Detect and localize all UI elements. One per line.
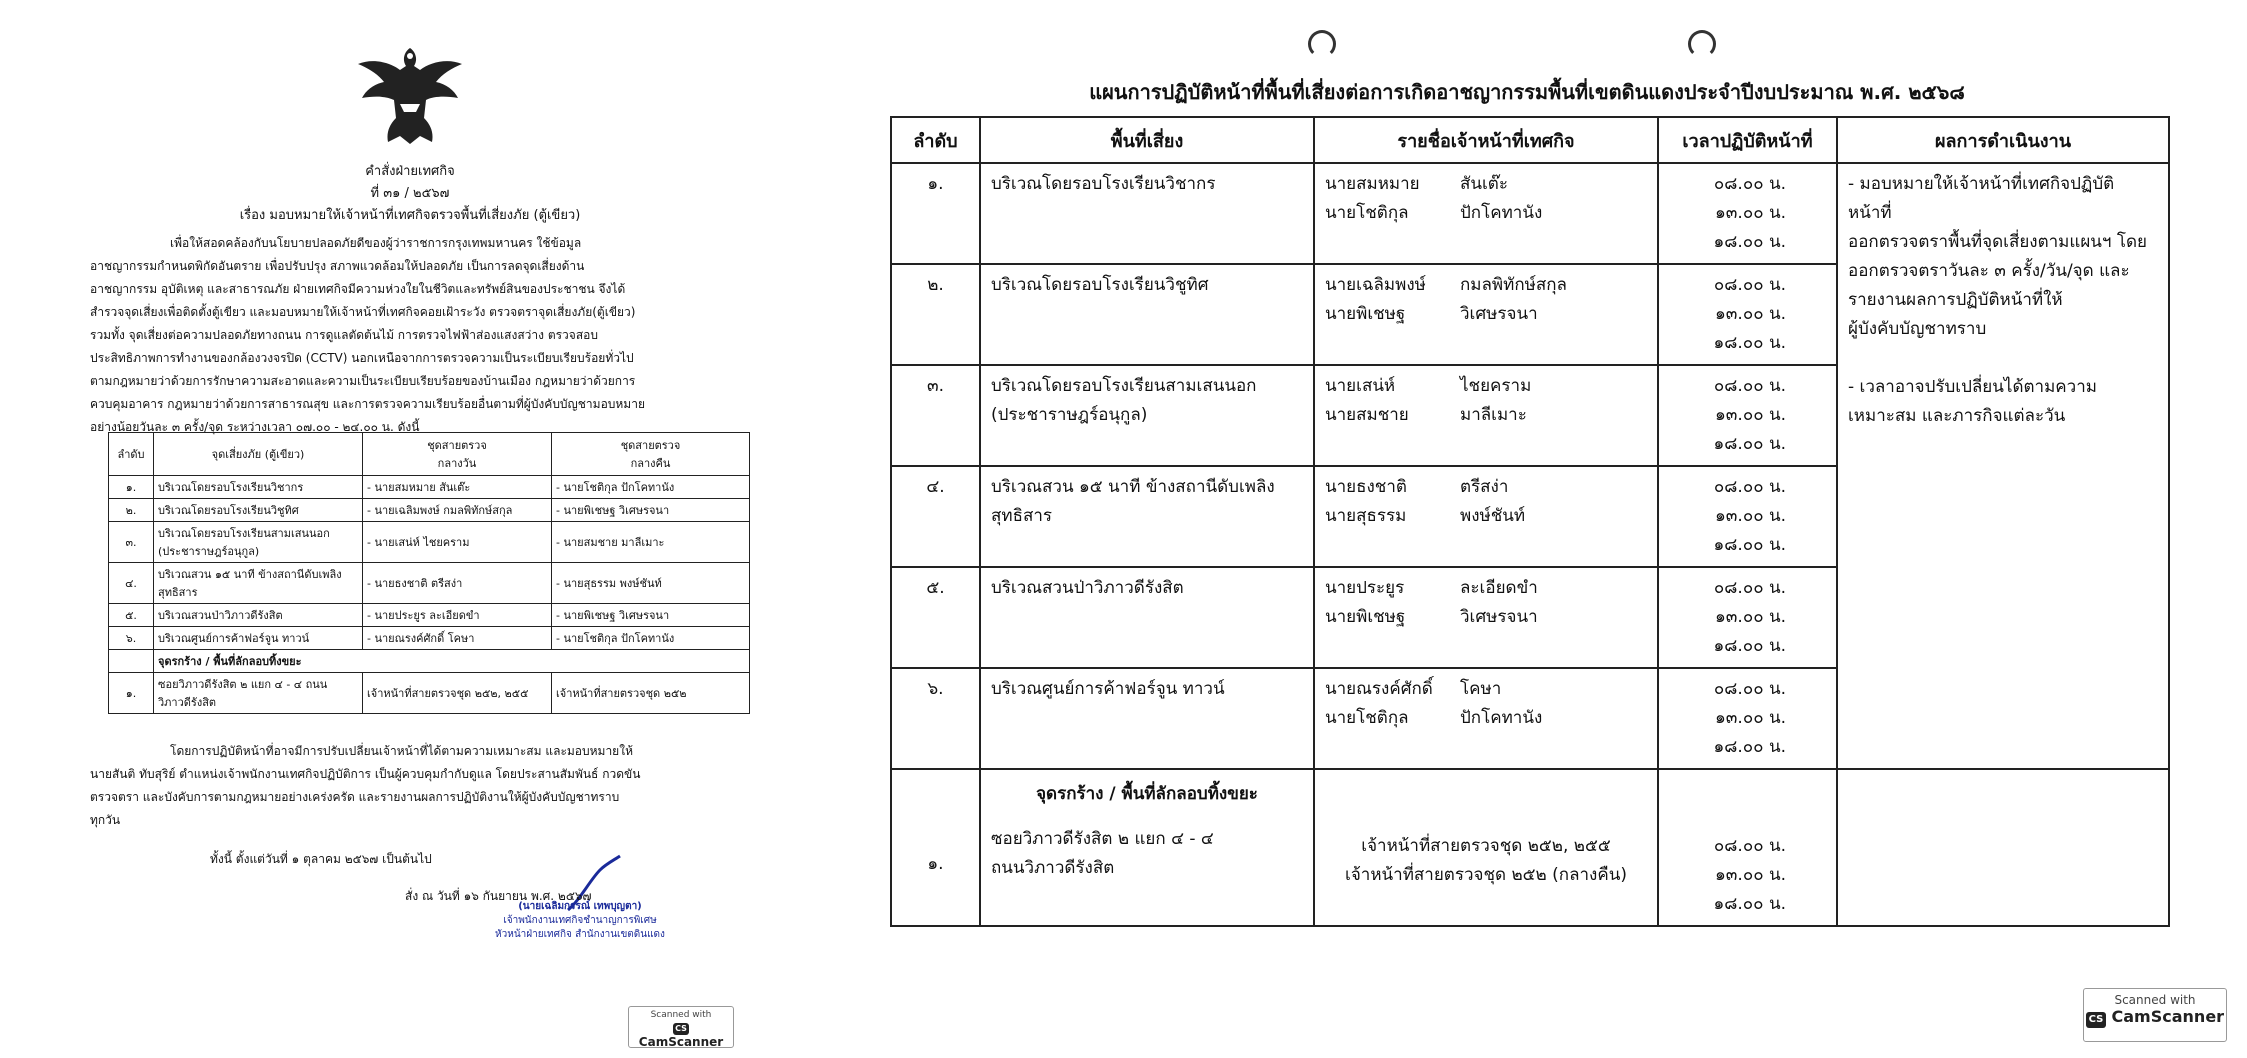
row-no: ๖.: [109, 627, 154, 650]
intro-line: อย่างน้อยวันละ ๓ ครั้ง/จุด ระหว่างเวลา ๐๗.๐๐ - ๒๔.๐๐ น. ดังนี้: [90, 420, 420, 434]
staff-last: กมลพิทักษ์สกุล: [1460, 275, 1567, 295]
order-closing: [90, 740, 740, 832]
closing-line: โดยการปฏิบัติหน้าที่อาจมีการปรับเปลี่ยนเจ้าหน้าที่ได้ตามความเหมาะสม และมอบหมายให้: [170, 744, 633, 758]
order-title: คำสั่งฝ่ายเทศกิจ: [365, 164, 455, 179]
table-row: [109, 563, 750, 604]
area-line: ถนนวิภาวดีรังสิต: [991, 858, 1115, 878]
row-place: บริเวณโดยรอบโรงเรียนวิชูทิศ: [154, 499, 363, 522]
row-day: - นายเสน่ห์ ไชยคราม: [363, 522, 552, 563]
row-no: ๓.: [891, 365, 980, 466]
staff-last: ปักโคทานัง: [1460, 708, 1543, 728]
staff-first: นายประยูร: [1325, 578, 1405, 598]
staff-last: พงษ์ชันท์: [1460, 506, 1526, 526]
th-place: จุดเสี่ยงภัย (ตู้เขียว): [154, 433, 363, 476]
time: ๑๘.๐๐ น.: [1713, 333, 1786, 353]
staff-first: นายเสน่ห์: [1325, 376, 1396, 396]
row-times: [1658, 163, 1837, 264]
row-day: - นายณรงค์ศักดิ์ โคษา: [363, 627, 552, 650]
row-no: ๑.: [109, 476, 154, 499]
signed-date: สั่ง ณ วันที่ ๑๖ กันยายน พ.ศ. ๒๕๖๗: [405, 889, 592, 903]
row-no: ๑.: [891, 163, 980, 264]
staff-last: ละเอียดขำ: [1460, 578, 1538, 598]
row-day: - นายประยูร ละเอียดขำ: [363, 604, 552, 627]
row-day: - นายธงชาติ ตรีสง่า: [363, 563, 552, 604]
staff-last: มาลีเมาะ: [1460, 405, 1527, 425]
staff-first: นายพิเชษฐ: [1325, 304, 1406, 324]
staff-first: นายสมหมาย: [1325, 174, 1420, 194]
row-night: เจ้าหน้าที่สายตรวจชุด ๒๕๒: [552, 673, 750, 714]
result-line: เหมาะสม และภารกิจแต่ละวัน: [1848, 406, 2066, 426]
intro-line: ประสิทธิภาพการทำงานของกล้องวงจรปิด (CCTV) นอกเหนือจากการตรวจความเป็นระเบียบเรียบร้อยทั่วไป: [90, 351, 634, 365]
staff-first: นายธงชาติ: [1325, 477, 1407, 497]
staff-group: เจ้าหน้าที่สายตรวจชุด ๒๕๒ (กลางคืน): [1345, 865, 1627, 885]
row-night: - นายพิเชษฐ วิเศษรจนา: [552, 604, 750, 627]
row-place: บริเวณสวน ๑๕ นาที ข้างสถานีดับเพลิงสุทธิสาร: [154, 563, 363, 604]
camscanner-icon: CS: [673, 1023, 689, 1035]
section-title: จุดรกร้าง / พื้นที่ลักลอบทิ้งขยะ: [1036, 784, 1258, 804]
staff-first: นายโชติกุล: [1325, 708, 1409, 728]
row-no: ๒.: [891, 264, 980, 365]
time: ๐๘.๐๐ น.: [1713, 376, 1786, 396]
intro-line: สำรวจจุดเสี่ยงเพื่อติดตั้งตู้เขียว และมอบหมายให้เจ้าหน้าที่เทศกิจคอยเฝ้าระวัง ตรวจตราจุดเสี่ยงภัย(ตู้เขียว): [90, 305, 636, 319]
closing-line: นายสันติ ทับสุริย์ ตำแหน่งเจ้าพนักงานเทศกิจปฏิบัติการ เป็นผู้ควบคุมกำกับดูแล โดยประสานสัมพันธ์ กวดขัน: [90, 767, 641, 781]
row-place: บริเวณสวนป่าวิภาวดีรังสิต: [154, 604, 363, 627]
row-area: บริเวณศูนย์การค้าฟอร์จูน ทาวน์: [980, 668, 1314, 769]
row-day: เจ้าหน้าที่สายตรวจชุด ๒๕๒, ๒๕๕: [363, 673, 552, 714]
table-row: [109, 627, 750, 650]
table-row: [109, 604, 750, 627]
section-title: จุดรกร้าง / พื้นที่ลักลอบทิ้งขยะ: [154, 650, 750, 673]
time: ๑๓.๐๐ น.: [1715, 607, 1786, 627]
staff-first: นายณรงค์ศักดิ์: [1325, 679, 1433, 699]
time: ๑๘.๐๐ น.: [1713, 737, 1786, 757]
closing-line: ทุกวัน: [90, 813, 121, 827]
row-place: ซอยวิภาวดีรังสิต ๒ แยก ๔ - ๔ ถนนวิภาวดีรังสิต: [154, 673, 363, 714]
row-place: บริเวณศูนย์การค้าฟอร์จูน ทาวน์: [154, 627, 363, 650]
th-staff: รายชื่อเจ้าหน้าที่เทศกิจ: [1314, 117, 1658, 163]
row-times: [1658, 264, 1837, 365]
th-day-patrol: ชุดสายตรวจ กลางวัน: [363, 433, 552, 476]
row-area: [980, 769, 1314, 926]
time: ๐๘.๐๐ น.: [1713, 477, 1786, 497]
row-place: บริเวณโดยรอบโรงเรียนวิชากร: [154, 476, 363, 499]
th-order: ลำดับ: [891, 117, 980, 163]
camscanner-icon: CS: [2086, 1012, 2106, 1028]
order-page: [60, 20, 760, 1020]
row-area: บริเวณสวนป่าวิภาวดีรังสิต: [980, 567, 1314, 668]
section-blank: [109, 650, 154, 673]
signer-title: เจ้าพนักงานเทศกิจชำนาญการพิเศษ: [503, 915, 657, 926]
row-times: [1658, 769, 1837, 926]
th-time: เวลาปฏิบัติหน้าที่: [1658, 117, 1837, 163]
result-line: หน้าที่: [1848, 203, 1892, 223]
result-spacer: [1848, 344, 2158, 373]
row-area: บริเวณสวน ๑๕ นาที ข้างสถานีดับเพลิงสุทธิสาร: [980, 466, 1314, 567]
table-row: [109, 673, 750, 714]
row-staff: [1314, 567, 1658, 668]
intro-line: ควบคุมอาคาร กฎหมายว่าด้วยการสาธารณสุข และการตรวจความเรียบร้อยอื่นตามที่ผู้บังคับบัญชามอบหมาย: [90, 397, 645, 411]
row-staff: [1314, 163, 1658, 264]
row-times: [1658, 567, 1837, 668]
result-line: ออกตรวจตราพื้นที่จุดเสี่ยงตามแผนฯ โดย: [1848, 232, 2148, 252]
row-no: ๒.: [109, 499, 154, 522]
camscanner-badge-left: [628, 1006, 734, 1048]
table-row: [891, 163, 2169, 264]
time: ๐๘.๐๐ น.: [1713, 836, 1786, 856]
row-staff: [1314, 264, 1658, 365]
time: ๑๘.๐๐ น.: [1713, 535, 1786, 555]
th-order: ลำดับ: [109, 433, 154, 476]
staff-first: นายโชติกุล: [1325, 203, 1409, 223]
row-night: - นายสมชาย มาลีเมาะ: [552, 522, 750, 563]
row-times: [1658, 668, 1837, 769]
intro-line: อาชญากรรม อุบัติเหตุ และสาธารณภัย ฝ่ายเทศกิจมีความห่วงใยในชีวิตและทรัพย์สินของประชาชน จึงได้: [90, 282, 626, 296]
th-result: ผลการดำเนินงาน: [1837, 117, 2169, 163]
row-no: ๔.: [891, 466, 980, 567]
time: ๐๘.๐๐ น.: [1713, 275, 1786, 295]
intro-line: รวมทั้ง จุดเสี่ยงต่อความปลอดภัยทางถนน การดูแลตัดต้นไม้ การตรวจไฟฟ้าส่องแสงสว่าง ตรวจสอบ: [90, 328, 598, 342]
row-night: - นายพิเชษฐ วิเศษรจนา: [552, 499, 750, 522]
row-no: ๕.: [891, 567, 980, 668]
intro-line: ตามกฎหมายว่าด้วยการรักษาความสะอาดและความเป็นระเบียบเรียบร้อยของบ้านเมือง กฎหมายว่าด้วยการ: [90, 374, 636, 388]
row-staff: [1314, 365, 1658, 466]
intro-line: อาชญากรรมกำหนดพิกัดอันตราย เพื่อปรับปรุง สภาพแวดล้อมให้ปลอดภัย เป็นการลดจุดเสี่ยงด้าน: [90, 259, 585, 273]
staff-last: โคษา: [1460, 679, 1502, 699]
area-line: ซอยวิภาวดีรังสิต ๒ แยก ๔ - ๔: [991, 829, 1214, 849]
signer-block: [490, 900, 670, 942]
garuda-emblem: [350, 40, 470, 150]
row-staff: [1314, 668, 1658, 769]
table-row: [109, 499, 750, 522]
row-no: ๕.: [109, 604, 154, 627]
plan-table: [890, 116, 2170, 927]
badge-caption: Scanned with: [650, 1010, 712, 1020]
table-section-row: [109, 650, 750, 673]
row-area: บริเวณโดยรอบโรงเรียนวิชูทิศ: [980, 264, 1314, 365]
time: ๑๓.๐๐ น.: [1715, 506, 1786, 526]
row-no: ๑.: [891, 769, 980, 926]
time: ๑๓.๐๐ น.: [1715, 865, 1786, 885]
staff-last: ตรีสง่า: [1460, 477, 1509, 497]
row-night: - นายโชติกุล ปักโคทานัง: [552, 627, 750, 650]
row-staff: [1314, 769, 1658, 926]
time: ๑๘.๐๐ น.: [1713, 894, 1786, 914]
time: ๑๓.๐๐ น.: [1715, 405, 1786, 425]
punch-hole-icon: [1688, 30, 1716, 58]
th-night-patrol: ชุดสายตรวจ กลางคืน: [552, 433, 750, 476]
row-night: - นายสุธรรม พงษ์ชันท์: [552, 563, 750, 604]
order-subject: เรื่อง มอบหมายให้เจ้าหน้าที่เทศกิจตรวจพื้นที่เสี่ยงภัย (ตู้เขียว): [239, 208, 581, 223]
table-row-dumping-area: [891, 769, 2169, 926]
badge-caption: Scanned with: [2114, 993, 2196, 1007]
staff-first: นายเฉลิมพงษ์: [1325, 275, 1426, 295]
row-day: - นายสมหมาย สันเต๊ะ: [363, 476, 552, 499]
table-row: [109, 522, 750, 563]
signer-name: (นายเฉลิมกรรณ์ เทพบุญตา): [518, 901, 642, 912]
row-staff: [1314, 466, 1658, 567]
punch-hole-icon: [1308, 30, 1336, 58]
result-line: รายงานผลการปฏิบัติหน้าที่ให้: [1848, 290, 2063, 310]
time: ๑๓.๐๐ น.: [1715, 304, 1786, 324]
result-line: - มอบหมายให้เจ้าหน้าที่เทศกิจปฏิบัติ: [1848, 174, 2115, 194]
intro-line: เพื่อให้สอดคล้องกับนโยบายปลอดภัยดีของผู้ว่าราชการกรุงเทพมหานคร ใช้ข้อมูล: [170, 236, 582, 250]
time: ๐๘.๐๐ น.: [1713, 679, 1786, 699]
staff-last: ปักโคทานัง: [1460, 203, 1543, 223]
order-number: ที่ ๓๑ / ๒๕๖๗: [370, 186, 450, 201]
row-area: บริเวณโดยรอบโรงเรียนสามเสนนอก (ประชาราษฎร์อนุกูล): [980, 365, 1314, 466]
closing-line: ตรวจตรา และบังคับการตามกฎหมายอย่างเคร่งครัด และรายงานผลการปฏิบัติงานให้ผู้บังคับบัญชาทราบ: [90, 790, 620, 804]
table-row: [109, 476, 750, 499]
result-line: ออกตรวจตราวันละ ๓ ครั้ง/วัน/จุด และ: [1848, 261, 2130, 281]
row-times: [1658, 365, 1837, 466]
row-area: บริเวณโดยรอบโรงเรียนวิชากร: [980, 163, 1314, 264]
staff-last: วิเศษรจนา: [1460, 304, 1538, 324]
order-intro: [90, 232, 740, 439]
staff-last: ไชยคราม: [1460, 376, 1532, 396]
result-cell-empty: [1837, 769, 2169, 926]
plan-title: แผนการปฏิบัติหน้าที่พื้นที่เสี่ยงต่อการเกิดอาชญากรรมพื้นที่เขตดินแดงประจำปีงบประมาณ พ.ศ. ๒๕๖๘: [1089, 80, 1965, 104]
staff-first: นายพิเชษฐ: [1325, 607, 1406, 627]
row-no: ๑.: [109, 673, 154, 714]
row-no: ๔.: [109, 563, 154, 604]
row-day: - นายเฉลิมพงษ์ กมลพิทักษ์สกุล: [363, 499, 552, 522]
time: ๑๘.๐๐ น.: [1713, 434, 1786, 454]
staff-last: วิเศษรจนา: [1460, 607, 1538, 627]
badge-brand: CamScanner: [2111, 1007, 2225, 1026]
result-line: ผู้บังคับบัญชาทราบ: [1848, 319, 1987, 339]
time: ๐๘.๐๐ น.: [1713, 174, 1786, 194]
row-times: [1658, 466, 1837, 567]
time: ๑๘.๐๐ น.: [1713, 636, 1786, 656]
time: ๑๓.๐๐ น.: [1715, 708, 1786, 728]
effective-date: ทั้งนี้ ตั้งแต่วันที่ ๑ ตุลาคม ๒๕๖๗ เป็นต้นไป: [210, 852, 432, 866]
camscanner-badge-right: [2083, 988, 2227, 1042]
row-no: ๓.: [109, 522, 154, 563]
row-night: - นายโชติกุล ปักโคทานัง: [552, 476, 750, 499]
staff-group: เจ้าหน้าที่สายตรวจชุด ๒๕๒, ๒๕๕: [1361, 836, 1611, 856]
result-cell: [1837, 163, 2169, 769]
risk-points-table: [108, 432, 750, 714]
badge-brand: CamScanner: [638, 1035, 724, 1049]
plan-page: [872, 0, 2202, 975]
staff-first: นายสมชาย: [1325, 405, 1409, 425]
result-line: - เวลาอาจปรับเปลี่ยนได้ตามความ: [1848, 377, 2097, 397]
row-place: บริเวณโดยรอบโรงเรียนสามเสนนอก (ประชาราษฎร์อนุกูล): [154, 522, 363, 563]
signer-office: หัวหน้าฝ่ายเทศกิจ สำนักงานเขตดินแดง: [495, 929, 665, 940]
th-area: พื้นที่เสี่ยง: [980, 117, 1314, 163]
staff-last: สันเต๊ะ: [1460, 174, 1508, 194]
time: ๐๘.๐๐ น.: [1713, 578, 1786, 598]
time: ๑๘.๐๐ น.: [1713, 232, 1786, 252]
row-no: ๖.: [891, 668, 980, 769]
staff-first: นายสุธรรม: [1325, 506, 1407, 526]
time: ๑๓.๐๐ น.: [1715, 203, 1786, 223]
